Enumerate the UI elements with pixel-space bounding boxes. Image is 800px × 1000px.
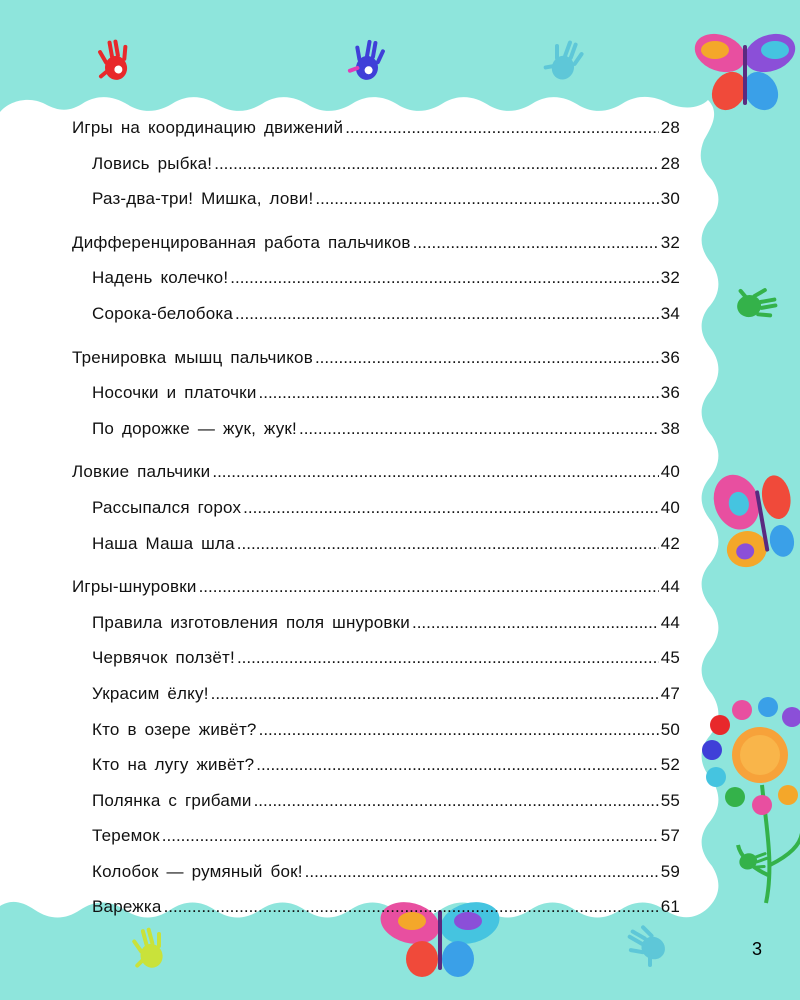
dot-leader [230,268,658,288]
toc-entry [72,648,680,684]
dot-leader [412,613,659,633]
toc-entry [72,383,680,419]
toc-entry [72,791,680,827]
toc-entry [72,268,680,304]
toc-entry-page: 47 [660,683,680,703]
toc-entry-title: Игры на координацию движений [72,118,344,137]
toc-entry-page: 45 [660,648,680,668]
toc-entry-title: Украсим ёлку! [92,683,209,703]
toc-entry [72,304,680,340]
dot-leader [199,577,659,597]
toc-entry-title: Дифференцированная работа пальчиков [72,232,411,252]
toc-entry-page: 61 [660,897,680,917]
dot-leader [237,648,659,668]
handprint-icon [92,38,133,83]
dot-leader [256,755,658,775]
toc-entry [72,684,680,720]
toc-entry-page: 36 [660,383,680,403]
toc-entry-page: 30 [660,189,680,209]
toc-entry-title: Полянка с грибами [92,790,252,810]
toc-entry-title: Варежка [92,897,162,917]
dot-leader [237,534,659,554]
toc-entry-page: 28 [660,118,680,137]
toc-entry-title: Носочки и платочки [92,383,257,403]
dot-leader [211,684,659,704]
dot-leader [235,304,659,324]
toc-entry-title: Колобок — румяный бок! [92,861,303,881]
toc-entry-title: Ловись рыбка! [92,153,213,173]
dot-leader [315,189,658,209]
toc-entry-page: 50 [660,719,680,739]
toc-entry-title: Червячок ползёт! [92,648,235,668]
dot-leader [305,862,659,882]
toc-entry-page: 32 [660,232,680,252]
toc-section [72,118,680,154]
toc-entry [72,613,680,649]
dot-leader [162,826,659,846]
toc-entry-page: 57 [660,826,680,846]
toc-entry-title: Теремок [92,826,160,846]
handprint-icon [541,35,587,84]
dot-leader [259,383,659,403]
toc-entry-page: 28 [660,153,680,173]
toc-entry [72,755,680,791]
dot-leader [254,791,659,811]
toc-entry [72,534,680,570]
dot-leader [212,462,658,482]
toc-entry-title: Ловкие пальчики [72,462,211,482]
toc-entry-page: 55 [660,790,680,810]
handprint-icon [346,37,387,82]
toc-entry-page: 52 [660,755,680,775]
toc-entry-page: 44 [660,612,680,632]
toc-entry-page: 32 [660,268,680,288]
toc-entry [72,189,680,225]
toc-entry [72,498,680,534]
toc-section [72,462,680,498]
toc-entry-page: 40 [660,462,680,482]
toc-entry-title: Раз-два-три! Мишка, лови! [92,189,314,209]
toc-entry-title: Тренировка мышц пальчиков [72,347,313,367]
toc-entry-page: 59 [660,861,680,881]
toc-entry [72,720,680,756]
toc-entry-title: Рассыпался горох [92,497,242,517]
dot-leader [299,419,659,439]
toc-section [72,577,680,613]
handprint-icon [734,282,779,323]
dot-leader [413,233,659,253]
toc-entry-page: 38 [660,418,680,438]
table-of-contents [72,118,680,933]
dot-leader [345,118,658,138]
dot-leader [214,154,658,174]
toc-entry [72,862,680,898]
toc-entry-title: Наша Маша шла [92,533,235,553]
toc-section [72,233,680,269]
toc-entry-title: По дорожке — жук, жук! [92,418,297,438]
dot-leader [164,897,659,917]
toc-entry [72,897,680,933]
toc-entry-page: 34 [660,303,680,323]
butterfly-icon [705,462,800,572]
toc-section [72,348,680,384]
toc-entry-title: Кто в озере живёт? [92,719,257,739]
toc-entry [72,826,680,862]
toc-entry-title: Кто на лугу живёт? [92,755,255,775]
toc-entry-title: Игры-шнуровки [72,577,197,597]
dot-leader [315,348,659,368]
page-number: 3 [751,939,762,959]
toc-entry-page: 36 [660,347,680,367]
toc-entry-page: 44 [660,577,680,597]
toc-entry-title: Надень колечко! [92,268,229,288]
dot-leader [259,720,659,740]
toc-entry-page: 42 [660,533,680,553]
toc-entry [72,154,680,190]
toc-entry-page: 40 [660,497,680,517]
toc-entry [72,419,680,455]
toc-entry-title: Правила изготовления поля шнуровки [92,612,410,632]
dot-leader [243,498,659,518]
toc-entry-title: Сорока-белобока [92,303,234,323]
